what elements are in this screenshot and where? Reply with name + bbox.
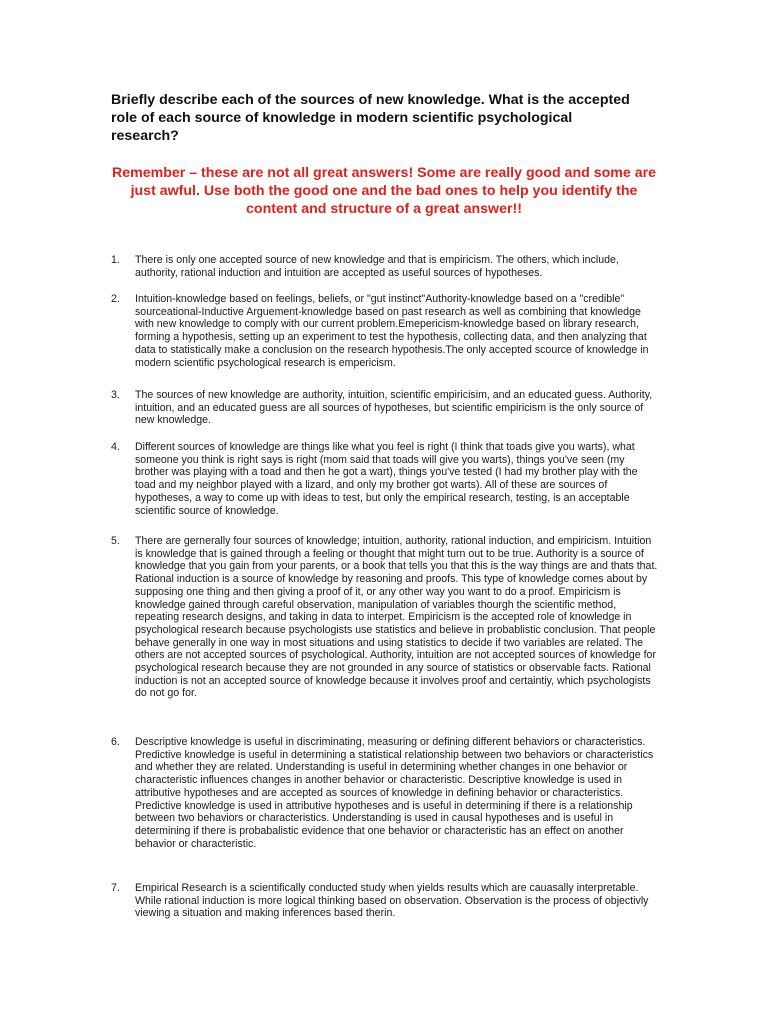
- answer-text: The sources of new knowledge are authority, intuition, scientific empiricisim, and an educated guess. Authority, intuition, and an educated guess are all sources of hypotheses, but scientific empiricism is the only source of new knowledge.: [135, 389, 653, 427]
- answer-item: [111, 389, 659, 427]
- answer-text: There are gernerally four sources of knowledge; intuition, authority, rational induction, and empiricism. Intuition is knowledge that is gained through a feeling or thought that might turn out to be true. Authority is a source of knowledge that you gain from your parents, or a book that tells you that this is the way things are and thats that. Rational induction is a source of knowledge by reasoning and proofs. This type of knowledge comes about by supposing one thing and then giving a proof of it, or any other way you want to do a proof. Empiricism is knowledge gained through careful observation, manipulation of variables thourgh the scientific method, repeating research designs, and taking in data to interpet. Empiricism is the accepted role of knowledge in psychological research because psychologists use statistics and believe in probablistic conclusion. That people behave generally in one way in most situations and using statistics to decide if two variables are related. The others are not accepted sources of psychological. Authority, intuition are not accepted sources of knowledge for psychological research because they are not grounded in any source of statistics or observable facts. Rational induction is not an accepted source of knowledge because it involves proof and certaintiy, which psychologists do not go for.: [135, 535, 658, 700]
- answer-item: [111, 293, 659, 369]
- answer-text: Empirical Research is a scientifically conducted study when yields results which are cauasally interpretable. While rational induction is more logical thinking based on observation. Observation is the process of objectivly viewing a situation and making inferences based therin.: [135, 882, 649, 920]
- answer-number: 7.: [111, 882, 120, 894]
- answer-number: 2.: [111, 293, 120, 305]
- answer-item: [111, 535, 659, 700]
- reminder-note: Remember – these are not all great answers! Some are really good and some are just awful. Use both the good one and the bad ones to help you identify the content and structure of a great answer!!: [111, 165, 657, 217]
- answer-number: 3.: [111, 389, 120, 401]
- answer-number: 6.: [111, 736, 120, 748]
- question-heading: Briefly describe each of the sources of new knowledge. What is the accepted role of each source of knowledge in modern scientific psychological research?: [111, 92, 630, 144]
- answer-number: 4.: [111, 441, 120, 453]
- answer-number: 1.: [111, 254, 120, 266]
- answer-text: There is only one accepted source of new knowledge and that is empiricism. The others, which include, authority, rational induction and intuition are accepted as useful sources of hypotheses.: [135, 254, 619, 279]
- answer-text: Different sources of knowledge are things like what you feel is right (I think that toads give you warts), what someone you think is right says is right (mom said that toads will give you warts), things you've seen (my brother was playing with a toad and then he got a wart), things you've tested (I had my brother play with the toad and my neighbor played with a lizard, and only my brother got warts). All of these are sources of hypotheses, a way to come up with ideas to test, but only the empirical research, testing, is an acceptable scientific source of knowledge.: [135, 441, 638, 517]
- answer-text: Intuition-knowledge based on feelings, beliefs, or "gut instinct"Authority-knowledge based on a "credible" sourceational-Inductive Arguement-knowledge based on past research as well as combining that knowledge with new knowledge to comply with our current problem.Emepericism-knowledge based on library research, forming a hypothesis, setting up an experiment to test the hypothesis, collecting data, and then analyzing that data to statistically make a conclusion on the research hypothesis.The only accepted scource of knowledge in modern scientific psychological research is empericism.: [135, 293, 649, 369]
- answer-text: Descriptive knowledge is useful in discriminating, measuring or defining different behaviors or characteristics. Predictive knowledge is useful in determining a statistical relationship between two behaviors or characteristics and whether they are related. Understanding is useful in determining whether changes in one behavior or characteristic influences changes in another behavior or characteristic. Descriptive knowledge is used in attributive hypotheses and are accepted as sources of knowledge in defining behavior or characteristics. Predictive knowledge is used in attributive hypotheses and is useful in determining if there is a relationship between two behaviors or characteristics. Understanding is used in causal hypotheses and is useful in determining if there is probabalistic evidence that one behavior or characteristic has an effect on another behavior or characteristic.: [135, 736, 654, 850]
- answer-item: [111, 736, 659, 850]
- answer-item: [111, 441, 659, 517]
- answer-item: [111, 882, 659, 920]
- answer-number: 5.: [111, 535, 120, 547]
- answer-item: [111, 254, 659, 279]
